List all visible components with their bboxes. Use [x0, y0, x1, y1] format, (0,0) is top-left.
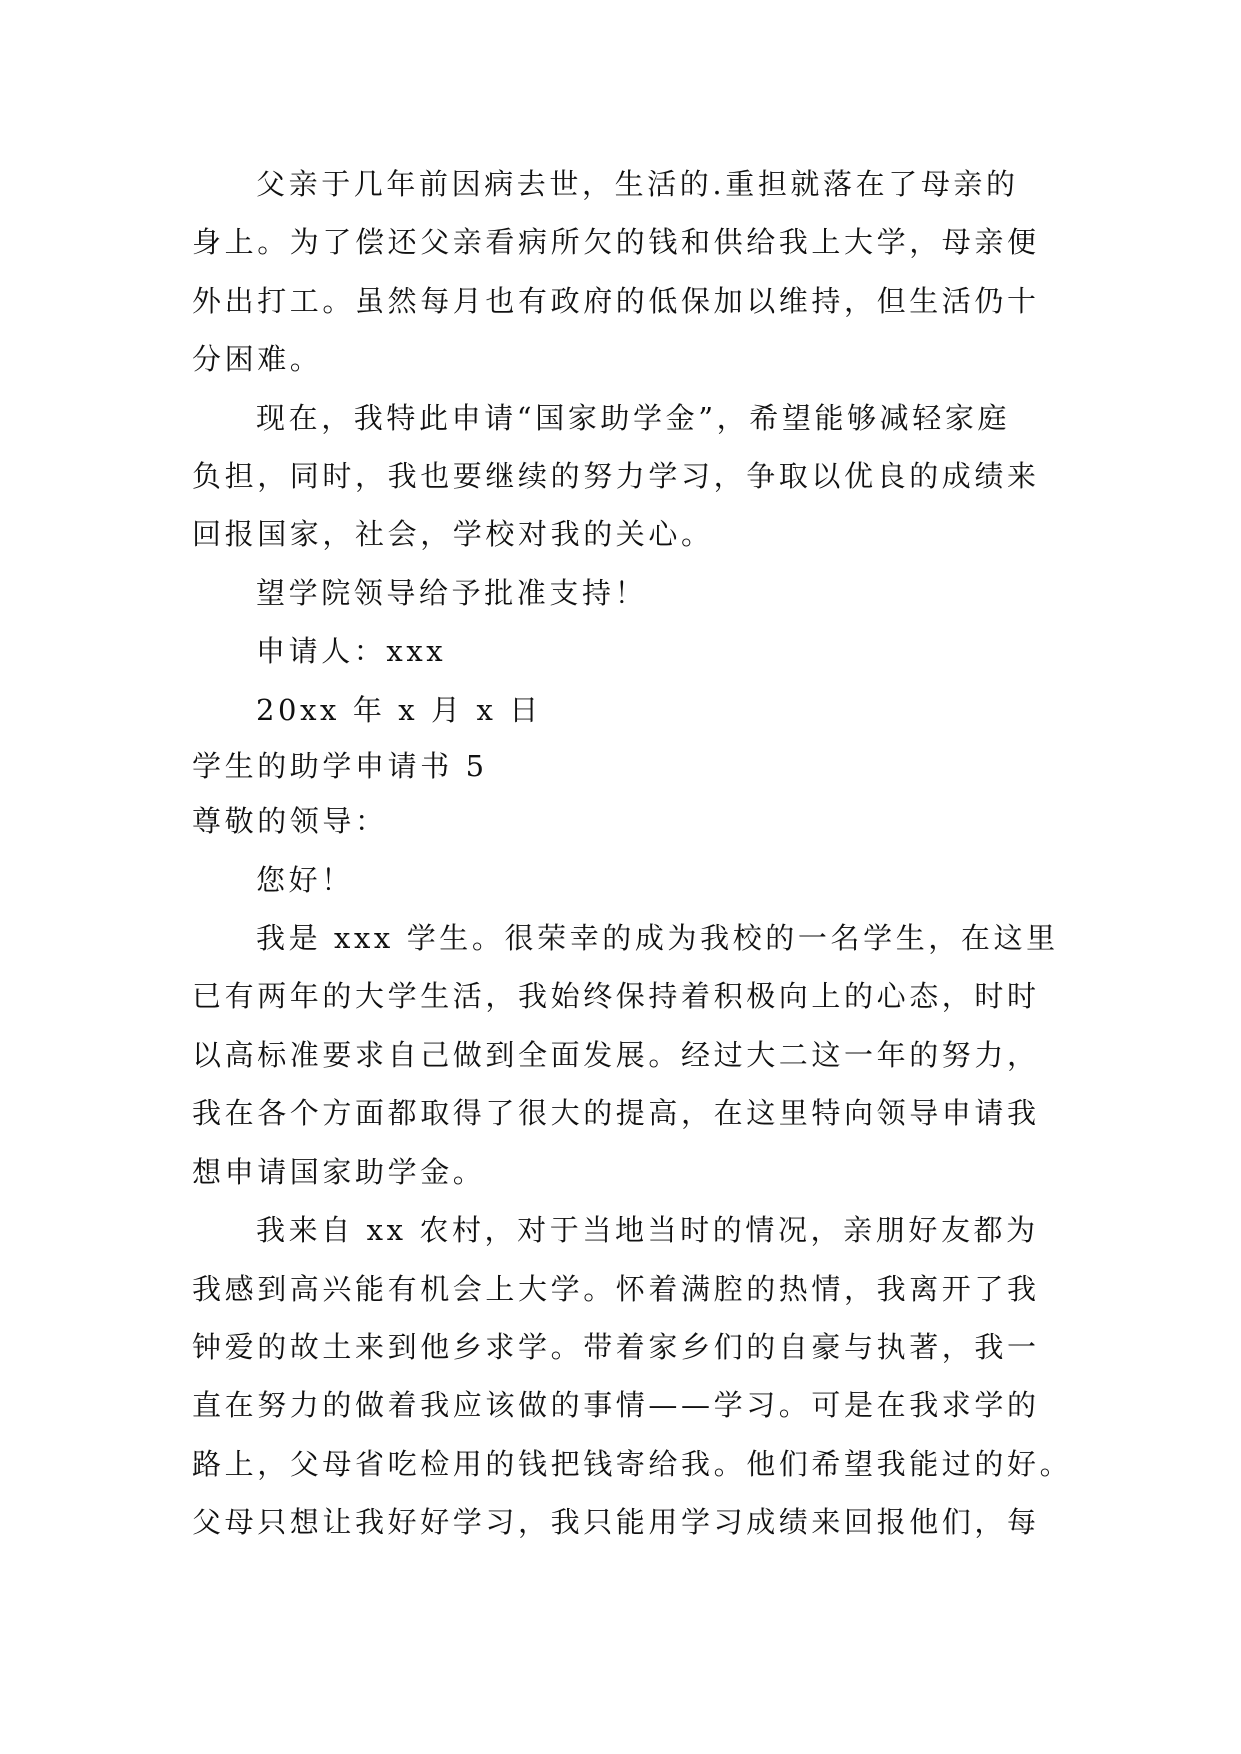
paragraph-line: 我来自 xx 农村，对于当地当时的情况，亲朋好友都为: [256, 1213, 1039, 1247]
greeting: 您好！: [256, 863, 354, 897]
paragraph-line: 负担，同时，我也要继续的努力学习，争取以优良的成绩来: [192, 459, 1040, 493]
paragraph-line: 钟爱的故土来到他乡求学。带着家乡们的自豪与执著，我一: [192, 1330, 1040, 1364]
paragraph-line: 外出打工。虽然每月也有政府的低保加以维持，但生活仍十: [192, 284, 1040, 318]
paragraph-line: 路上，父母省吃检用的钱把钱寄给我。他们希望我能过的好。: [192, 1447, 1073, 1481]
paragraph-line: 现在，我特此申请“国家助学金”，希望能够减轻家庭: [256, 401, 1011, 435]
paragraph-line: 已有两年的大学生活，我始终保持着积极向上的心态，时时: [192, 979, 1040, 1013]
paragraph-line: 直在努力的做着我应该做的事情——学习。可是在我求学的: [192, 1388, 1040, 1422]
paragraph-line: 想申请国家助学金。: [192, 1155, 486, 1189]
closing-request: 望学院领导给予批准支持！: [256, 576, 648, 610]
paragraph-line: 以高标准要求自己做到全面发展。经过大二这一年的努力，: [192, 1038, 1040, 1072]
salutation: 尊敬的领导：: [192, 804, 388, 838]
paragraph-line: 父母只想让我好好学习，我只能用学习成绩来回报他们，每: [192, 1505, 1040, 1539]
date-line: 20xx 年 x 月 x 日: [256, 693, 542, 727]
paragraph-line: 分困难。: [192, 342, 323, 376]
paragraph-line: 我感到高兴能有机会上大学。怀着满腔的热情，我离开了我: [192, 1272, 1040, 1306]
applicant-line: 申请人：xxx: [256, 634, 447, 668]
paragraph-line: 身上。为了偿还父亲看病所欠的钱和供给我上大学，母亲便: [192, 225, 1040, 259]
paragraph-line: 回报国家，社会，学校对我的关心。: [192, 517, 714, 551]
paragraph-line: 我是 xxx 学生。很荣幸的成为我校的一名学生，在这里: [256, 921, 1059, 955]
section-title: 学生的助学申请书 5: [192, 749, 488, 783]
paragraph-line: 我在各个方面都取得了很大的提高，在这里特向领导申请我: [192, 1096, 1040, 1130]
paragraph-line: 父亲于几年前因病去世，生活的.重担就落在了母亲的: [256, 167, 1019, 201]
